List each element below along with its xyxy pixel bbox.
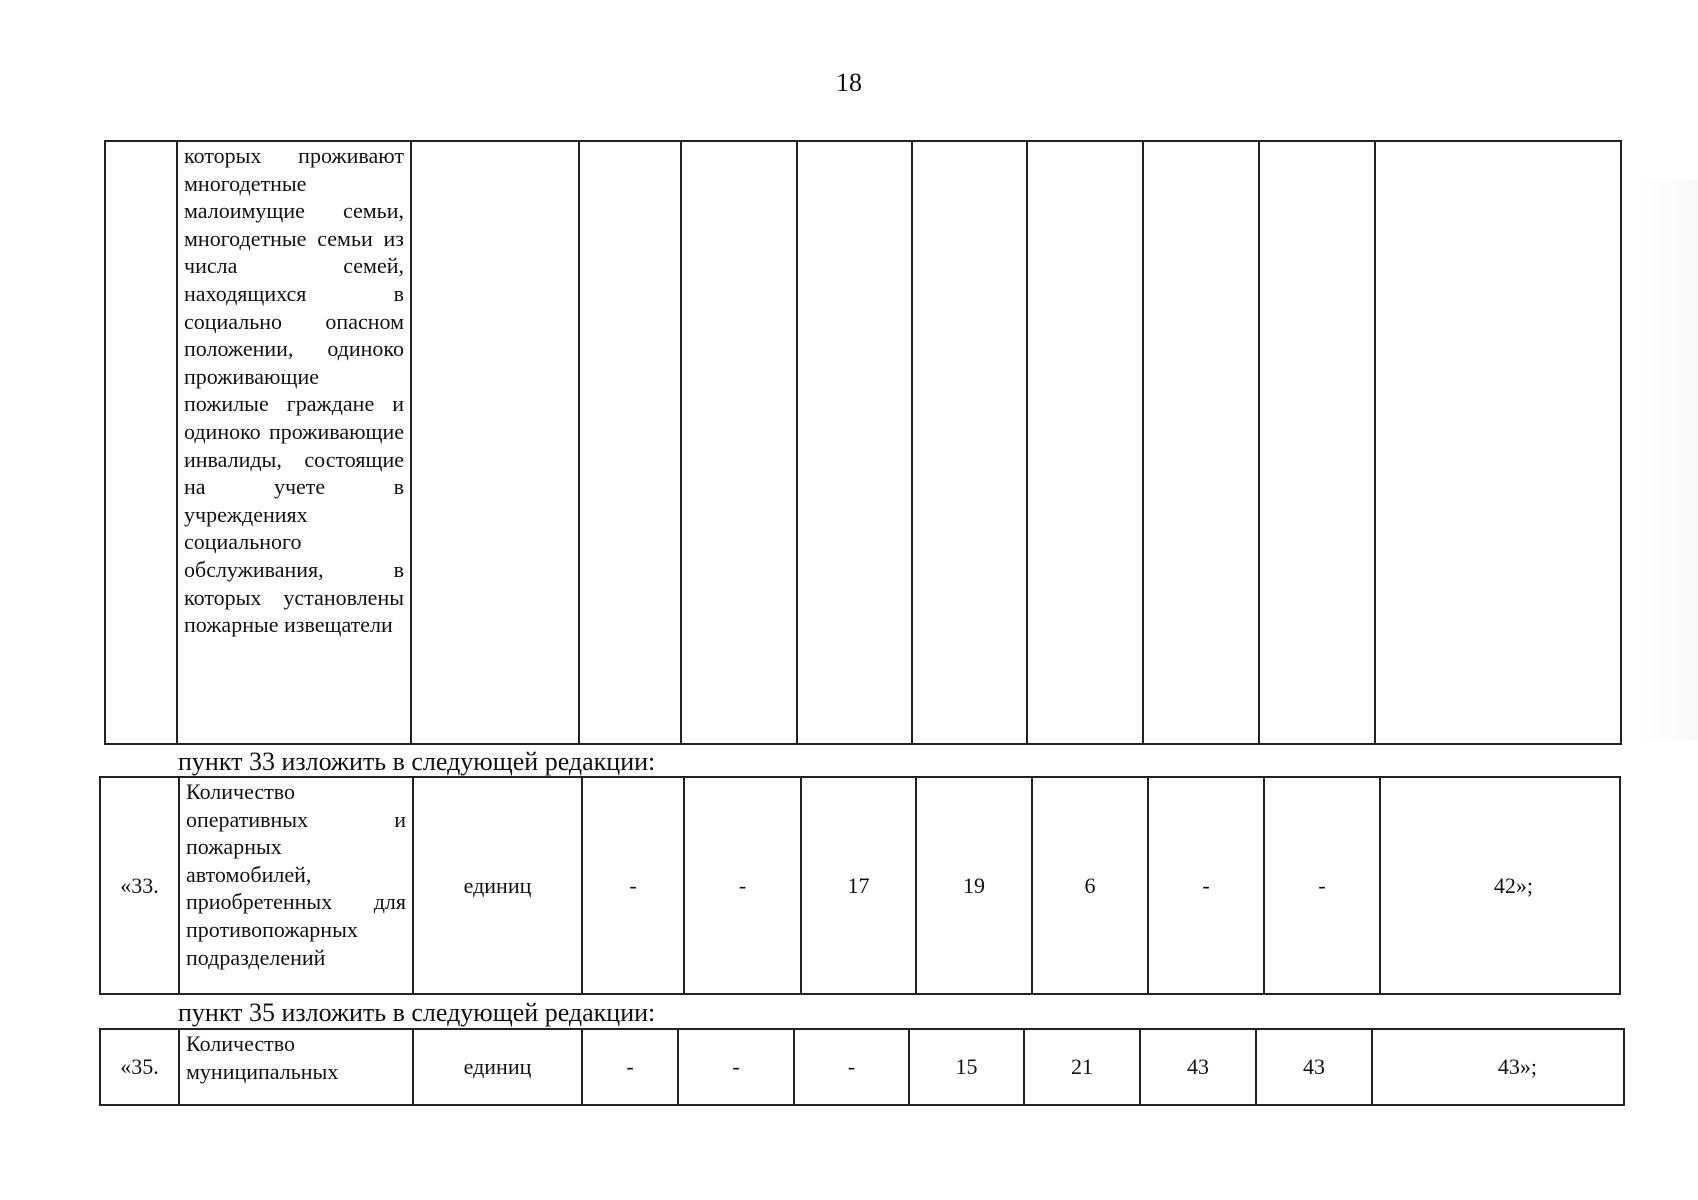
row-number: «35. (100, 1029, 179, 1105)
cell-value: - (1148, 777, 1264, 994)
cell-value: - (582, 1029, 678, 1105)
cell-description (177, 141, 411, 744)
cell-value: - (794, 1029, 909, 1105)
cell-total: 43»; (1372, 1029, 1624, 1105)
cell-value (797, 141, 912, 744)
cell-total: 42»; (1380, 777, 1620, 994)
table-continuation (104, 140, 1622, 745)
table-row-35 (99, 1028, 1625, 1106)
cell-value (912, 141, 1027, 744)
cell-value (1143, 141, 1259, 744)
amendment-note-35: пункт 35 изложить в следующей редакции: (178, 998, 656, 1027)
cell-value (1259, 141, 1375, 744)
cell-value: 43 (1140, 1029, 1256, 1105)
table-row (100, 777, 1620, 994)
description-text: Количество оперативных и пожарных автомобилей, приобретенных для противопожарных подразделений (186, 779, 406, 970)
cell-unit: единиц (413, 1029, 582, 1105)
scan-edge-shadow (1638, 180, 1698, 740)
cell-value (681, 141, 797, 744)
amendment-note-33: пункт 33 изложить в следующей редакции: (178, 747, 656, 776)
cell-value (579, 141, 681, 744)
cell-value: - (582, 777, 684, 994)
cell-value: 21 (1024, 1029, 1140, 1105)
cell-value: - (684, 777, 801, 994)
cell-value: 6 (1032, 777, 1148, 994)
cell-value: 43 (1256, 1029, 1372, 1105)
cell-value: 15 (909, 1029, 1024, 1105)
description-text: Количество муниципальных (186, 1031, 339, 1084)
cell-value: - (678, 1029, 794, 1105)
cell-num (105, 141, 177, 744)
cell-value (1027, 141, 1143, 744)
row-number: «33. (100, 777, 179, 994)
page-number: 18 (836, 68, 862, 97)
table-row (105, 141, 1621, 744)
cell-value: - (1264, 777, 1380, 994)
table-row-33 (99, 776, 1621, 995)
cell-unit (411, 141, 579, 744)
cell-unit: единиц (413, 777, 582, 994)
cell-description (179, 777, 413, 994)
cell-description (179, 1029, 413, 1105)
cell-value: 17 (801, 777, 916, 994)
cell-value: 19 (916, 777, 1032, 994)
table-row (100, 1029, 1624, 1105)
cell-total (1375, 141, 1621, 744)
description-text: которых проживают многодетные малоимущие семьи, многодетные семьи из числа семей, находящихся в социально опасном положении, одиноко проживающие пожилые граждане и одиноко проживающие инвалиды, состоящие на учете в учреждениях социального обслуживания, в которых установлены пожарные извещатели (184, 143, 404, 638)
